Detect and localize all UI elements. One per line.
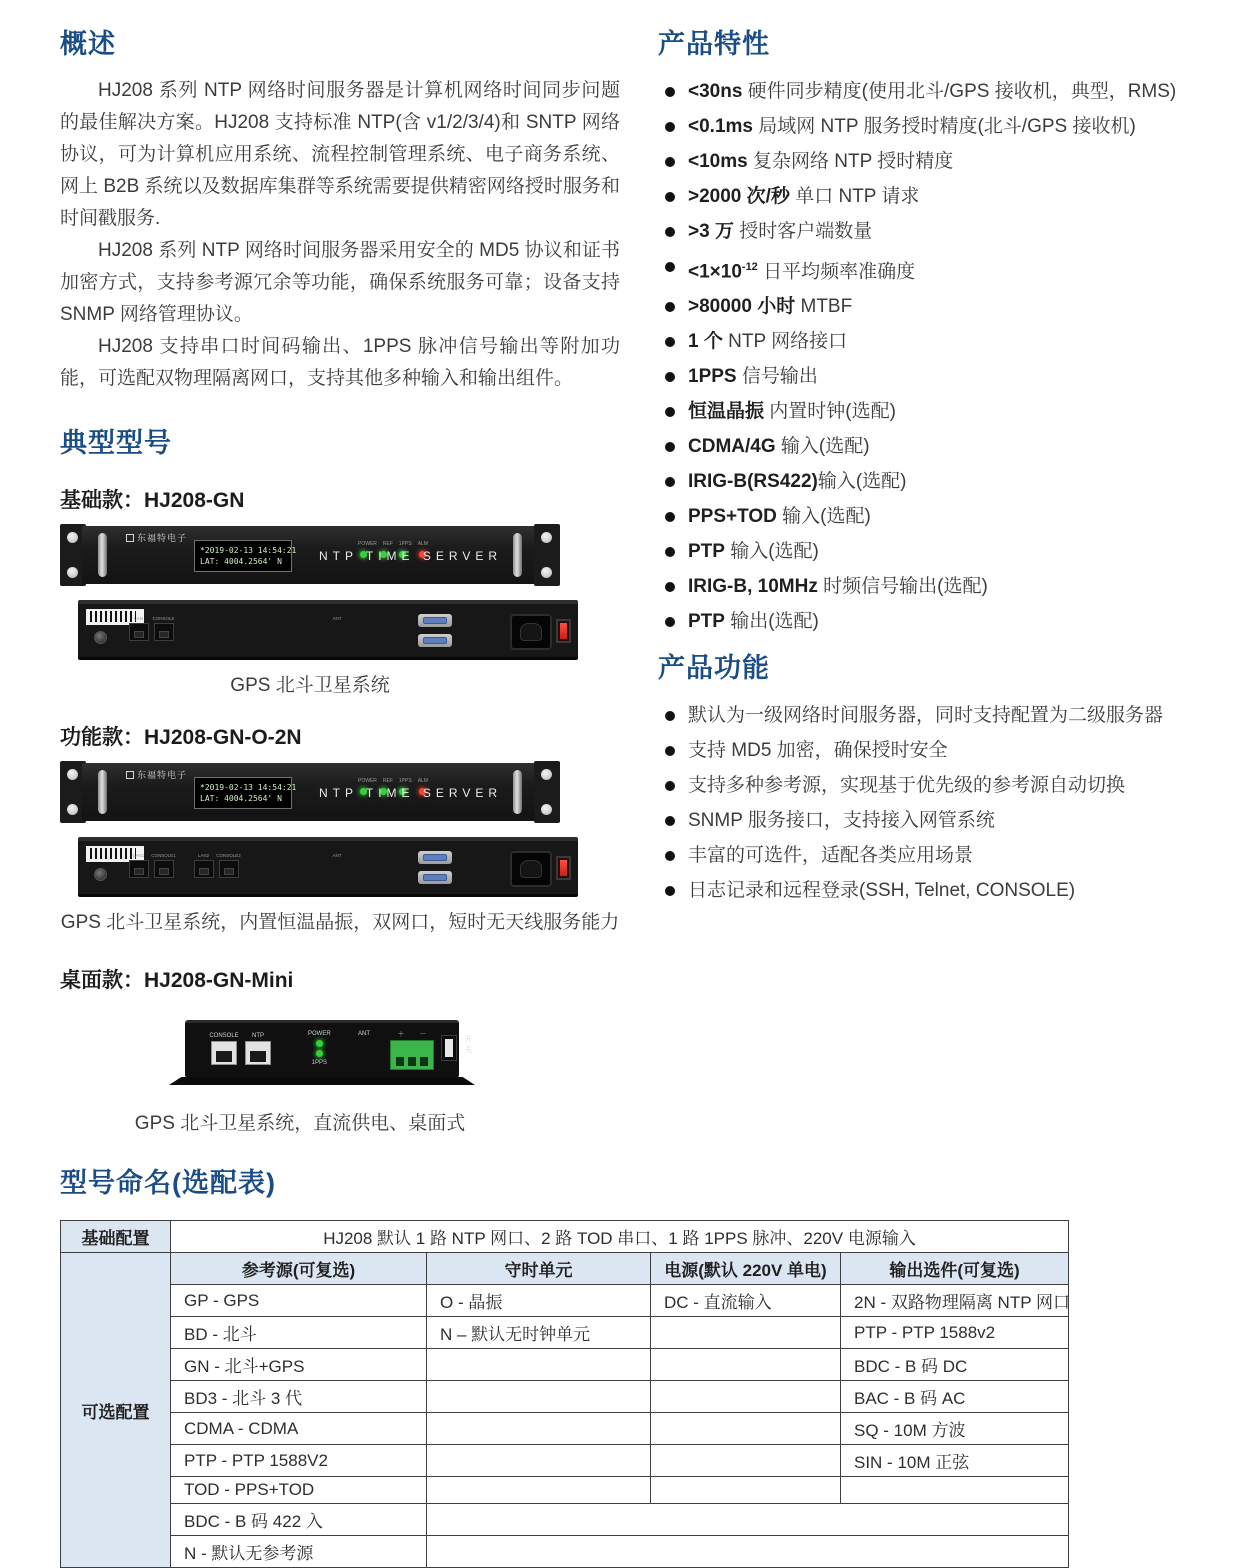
rj45-port-icon: [129, 623, 149, 641]
right-column: [658, 10, 1200, 1135]
rack-ear: [534, 524, 560, 586]
model-label-basic: 基础款：HJ208-GN: [60, 489, 245, 512]
base-config-value: HJ208 默认 1 路 NTP 网口、2 路 TOD 串口、1 路 1PPS 脉冲、220V 电源输入: [171, 1221, 1069, 1253]
function-item: 默认为一级网络时间服务器，同时支持配置为二级服务器: [658, 705, 1200, 727]
screw-hole-icon: [67, 804, 78, 815]
ground-screw-icon: [94, 631, 107, 644]
table-cell: [651, 1349, 841, 1381]
led-label: POWER: [308, 1031, 331, 1037]
overview-paragraph-1: HJ208 系列 NTP 网络时间服务器是计算机网络时间同步问题的最佳解决方案。HJ208 支持标准 NTP(含 v1/2/3/4)和 SNTP 网络协议，可为计算机应用系统、流程控制管理系统、电子商务系统、网上 B2B 系统以及数据库集群等系统需要提供精密网络授时服务和时间戳服务.: [60, 80, 620, 229]
ethernet-ports-group2: [193, 853, 239, 878]
display-line-1: *2019-02-13 14:54:21: [200, 546, 297, 555]
antenna-connector: [318, 853, 356, 860]
screw-hole-icon: [541, 567, 552, 578]
screw-hole-icon: [541, 769, 552, 780]
rocker-switch-icon: [441, 1035, 457, 1061]
col-header-clock: 守时单元: [427, 1253, 651, 1285]
rack-handle: [98, 770, 107, 814]
feature-item: >80000 小时 MTBF: [658, 296, 1200, 318]
db9-connector-icon: [418, 851, 452, 864]
rack-body: [82, 526, 538, 584]
device-rear-panel-func: [78, 837, 578, 897]
feature-item: >3 万 授时客户端数量: [658, 221, 1200, 243]
table-cell: [651, 1381, 841, 1413]
rj45-port-icon: [245, 1041, 271, 1065]
led-label: POWER: [358, 778, 377, 784]
functions-title: 产品功能: [658, 653, 770, 684]
screw-hole-icon: [67, 567, 78, 578]
table-row: [61, 1536, 1069, 1568]
panel-text: NTP TIME SERVER: [318, 549, 502, 563]
terminal-hole: [408, 1057, 416, 1066]
table-cell: BD3 - 北斗 3 代: [171, 1381, 427, 1413]
device-front-panel-func: [60, 761, 560, 823]
feature-item: >2000 次/秒 单口 NTP 请求: [658, 186, 1200, 208]
feature-item: <30ns 硬件同步精度(使用北斗/GPS 接收机，典型，RMS): [658, 81, 1200, 103]
db9-connector-icon: [418, 614, 452, 627]
features-title: 产品特性: [658, 29, 770, 59]
db9-connector-icon: [418, 871, 452, 884]
terminal-hole: [420, 1057, 428, 1066]
plus-sign: ＋: [397, 1031, 405, 1038]
model-label-mini: 桌面款：HJ208-GN-Mini: [60, 969, 294, 992]
table-cell: [427, 1349, 651, 1381]
led-label: REF: [382, 541, 393, 547]
feature-item: PPS+TOD 输入(选配): [658, 506, 1200, 528]
rj45-port-icon: [219, 860, 239, 878]
table-cell: DC - 直流输入: [651, 1285, 841, 1317]
table-cell: N – 默认无时钟单元: [427, 1317, 651, 1349]
table-cell: N - 默认无参考源: [171, 1536, 427, 1568]
table-cell: CDMA - CDMA: [171, 1413, 427, 1445]
table-cell: BAC - B 码 AC: [841, 1381, 1069, 1413]
port-label: CONSOLE: [152, 616, 175, 621]
table-row: [61, 1381, 1069, 1413]
table-cell-span: [427, 1504, 1069, 1536]
brand-logo: [126, 768, 187, 781]
function-item: SNMP 服务接口，支持接入网管系统: [658, 810, 1200, 832]
rj45-port-icon: [194, 860, 214, 878]
panel-text: NTP TIME SERVER: [318, 786, 502, 800]
led-label: REF: [382, 778, 393, 784]
overview-title: 概述: [60, 29, 116, 59]
rj45-port-icon: [154, 860, 174, 878]
ac-power-inlet-icon: [510, 614, 552, 650]
table-cell: O - 晶振: [427, 1285, 651, 1317]
port-label: ANT: [358, 1031, 370, 1037]
feature-item: IRIG-B, 10MHz 时频信号输出(选配): [658, 576, 1200, 598]
terminal-hole: [396, 1057, 404, 1066]
brand-text: 东福特电子: [137, 533, 188, 543]
function-item: 支持 MD5 加密，确保授时安全: [658, 740, 1200, 762]
table-cell: [651, 1317, 841, 1349]
table-cell: 2N - 双路物理隔离 NTP 网口: [841, 1285, 1069, 1317]
table-row: [61, 1317, 1069, 1349]
feature-item: 恒温晶振 内置时钟(选配): [658, 401, 1200, 423]
col-header-output: 输出选件(可复选): [841, 1253, 1069, 1285]
table-cell: [651, 1445, 841, 1477]
optional-config-header: 可选配置: [61, 1253, 171, 1568]
device-rear-panel-basic: [78, 600, 578, 660]
table-cell: TOD - PPS+TOD: [171, 1477, 427, 1504]
table-cell: BD - 北斗: [171, 1317, 427, 1349]
table-row: [61, 1477, 1069, 1504]
led-green-icon: [316, 1050, 323, 1057]
table-cell: GN - 北斗+GPS: [171, 1349, 427, 1381]
brand-text: 东福特电子: [137, 770, 188, 780]
function-item: 支持多种参考源，实现基于优先级的参考源自动切换: [658, 775, 1200, 797]
overview-paragraph-2: HJ208 系列 NTP 网络时间服务器采用安全的 MD5 协议和证书加密方式，支持参考源冗余等功能，确保系统服务可靠；设备支持 SNMP 网络管理协议。: [60, 240, 620, 325]
function-item: 丰富的可选件，适配各类应用场景: [658, 845, 1200, 867]
model-caption-mini: GPS 北斗卫星系统，直流供电、桌面式: [134, 1113, 466, 1134]
serial-ports: [418, 851, 452, 884]
rack-body: [82, 763, 538, 821]
table-cell: [427, 1445, 651, 1477]
display-line-1: *2019-02-13 14:54:21: [200, 783, 297, 792]
port-label: ANT: [332, 616, 342, 621]
brand-logo-icon: [126, 771, 134, 779]
port-label: CONSOLE2: [216, 853, 241, 858]
power-switch-icon: [556, 856, 571, 880]
bnc-output: [458, 616, 496, 618]
screw-hole-icon: [541, 804, 552, 815]
table-row-headers: [61, 1253, 1069, 1285]
feature-item: PTP 输出(选配): [658, 611, 1200, 633]
functions-list: [658, 705, 1200, 902]
table-cell: SIN - 10M 正弦: [841, 1445, 1069, 1477]
model-label-func: 功能款：HJ208-GN-O-2N: [60, 726, 302, 749]
ground-screw-icon: [94, 868, 107, 881]
mini-ports: [209, 1033, 273, 1065]
table-cell: [651, 1477, 841, 1504]
left-column: [60, 10, 620, 1135]
table-cell: SQ - 10M 方波: [841, 1413, 1069, 1445]
table-row: [61, 1445, 1069, 1477]
table-row: [61, 1504, 1069, 1536]
port-label: CONSOLE: [209, 1033, 239, 1039]
dc-terminal-block: [390, 1031, 434, 1070]
led-label: 1PPS: [398, 541, 412, 547]
table-cell: GP - GPS: [171, 1285, 427, 1317]
serial-ports: [418, 614, 452, 647]
led-label: 1PPS: [398, 778, 412, 784]
feature-item: <10ms 复杂网络 NTP 授时精度: [658, 151, 1200, 173]
table-cell: [427, 1477, 651, 1504]
port-label: NTP: [252, 1033, 264, 1039]
ac-power-inlet-icon: [510, 851, 552, 887]
bnc-output: [458, 853, 496, 855]
brand-logo: [126, 531, 187, 544]
oled-display: [194, 540, 297, 572]
table-cell: [427, 1413, 651, 1445]
overview-paragraph-3: HJ208 支持串口时间码输出、1PPS 脉冲信号输出等附加功能，可选配双物理隔离网口，支持其他多种输入和输出组件。: [60, 336, 620, 389]
ethernet-ports: [128, 616, 174, 641]
screw-hole-icon: [67, 532, 78, 543]
led-label: 1PPS: [311, 1060, 327, 1066]
function-item: 日志记录和远程登录(SSH, Telnet, CONSOLE): [658, 880, 1200, 902]
table-cell: [651, 1413, 841, 1445]
screw-hole-icon: [67, 769, 78, 780]
display-line-2: LAT: 4004.2564' N: [200, 794, 282, 803]
table-cell: PTP - PTP 1588V2: [171, 1445, 427, 1477]
device-front-panel-basic: [60, 524, 560, 586]
rj45-port-icon: [211, 1041, 237, 1065]
feature-item: <0.1ms 局域网 NTP 服务授时精度(北斗/GPS 接收机): [658, 116, 1200, 138]
rack-handle: [98, 533, 107, 577]
rj45-port-icon: [129, 860, 149, 878]
power-switch-icon: [556, 619, 571, 643]
minus-sign: －: [419, 1031, 427, 1038]
feature-item: $<1\times 10^{-12}$ 日平均频率准确度: [658, 256, 1200, 283]
mini-antenna-connector: [345, 1031, 383, 1039]
config-table: [60, 1220, 1069, 1568]
port-label: LAN1: [132, 853, 145, 858]
table-cell: PTP - PTP 1588v2: [841, 1317, 1069, 1349]
brand-logo-icon: [126, 534, 134, 542]
col-header-reference: 参考源(可复选): [171, 1253, 427, 1285]
ethernet-ports-group1: [128, 853, 174, 878]
base-config-header: 基础配置: [61, 1221, 171, 1253]
table-row: [61, 1285, 1069, 1317]
table-cell-span: [427, 1536, 1069, 1568]
display-line-2: LAT: 4004.2564' N: [200, 557, 282, 566]
port-label: CONSOLE1: [151, 853, 176, 858]
port-label: LAN2: [197, 853, 210, 858]
table-cell: [841, 1477, 1069, 1504]
led-green-icon: [316, 1040, 323, 1047]
table-row-base: [61, 1221, 1069, 1253]
table-row: [61, 1349, 1069, 1381]
feature-item: CDMA/4G 输入(选配): [658, 436, 1200, 458]
led-label: ALM: [417, 541, 428, 547]
table-cell: [427, 1381, 651, 1413]
device-mini-panel: [185, 1020, 473, 1078]
naming-title: 型号命名(选配表): [60, 1168, 276, 1198]
model-caption-basic: GPS 北斗卫星系统: [230, 675, 390, 696]
features-list: [658, 81, 1200, 633]
feature-item: 1 个 NTP 网络接口: [658, 331, 1200, 353]
led-label: ALM: [417, 778, 428, 784]
led-label: POWER: [358, 541, 377, 547]
table-row: [61, 1413, 1069, 1445]
screw-hole-icon: [541, 532, 552, 543]
db9-connector-icon: [418, 634, 452, 647]
port-label: ANT: [332, 853, 342, 858]
rack-handle: [513, 533, 522, 577]
naming-section: [0, 1161, 1240, 1568]
rack-handle: [513, 770, 522, 814]
table-cell: BDC - B 码 422 入: [171, 1504, 427, 1536]
feature-item: 1PPS 信号输出: [658, 366, 1200, 388]
table-cell: BDC - B 码 DC: [841, 1349, 1069, 1381]
antenna-connector: [318, 616, 356, 623]
port-label: LAN: [134, 616, 143, 621]
model-caption-func: GPS 北斗卫星系统，内置恒温晶振，双网口，短时无天线服务能力: [60, 912, 620, 933]
terminal-block-icon: [390, 1040, 434, 1070]
feature-item: IRIG-B(RS422)输入(选配): [658, 471, 1200, 493]
feature-item: PTP 输入(选配): [658, 541, 1200, 563]
oled-display: [194, 777, 297, 809]
models-title: 典型型号: [60, 428, 172, 458]
mini-status-leds: [308, 1031, 331, 1066]
rj45-port-icon: [154, 623, 174, 641]
rack-ear: [534, 761, 560, 823]
col-header-power: 电源(默认 220V 单电): [651, 1253, 841, 1285]
switch-label: 开关: [464, 1035, 473, 1055]
